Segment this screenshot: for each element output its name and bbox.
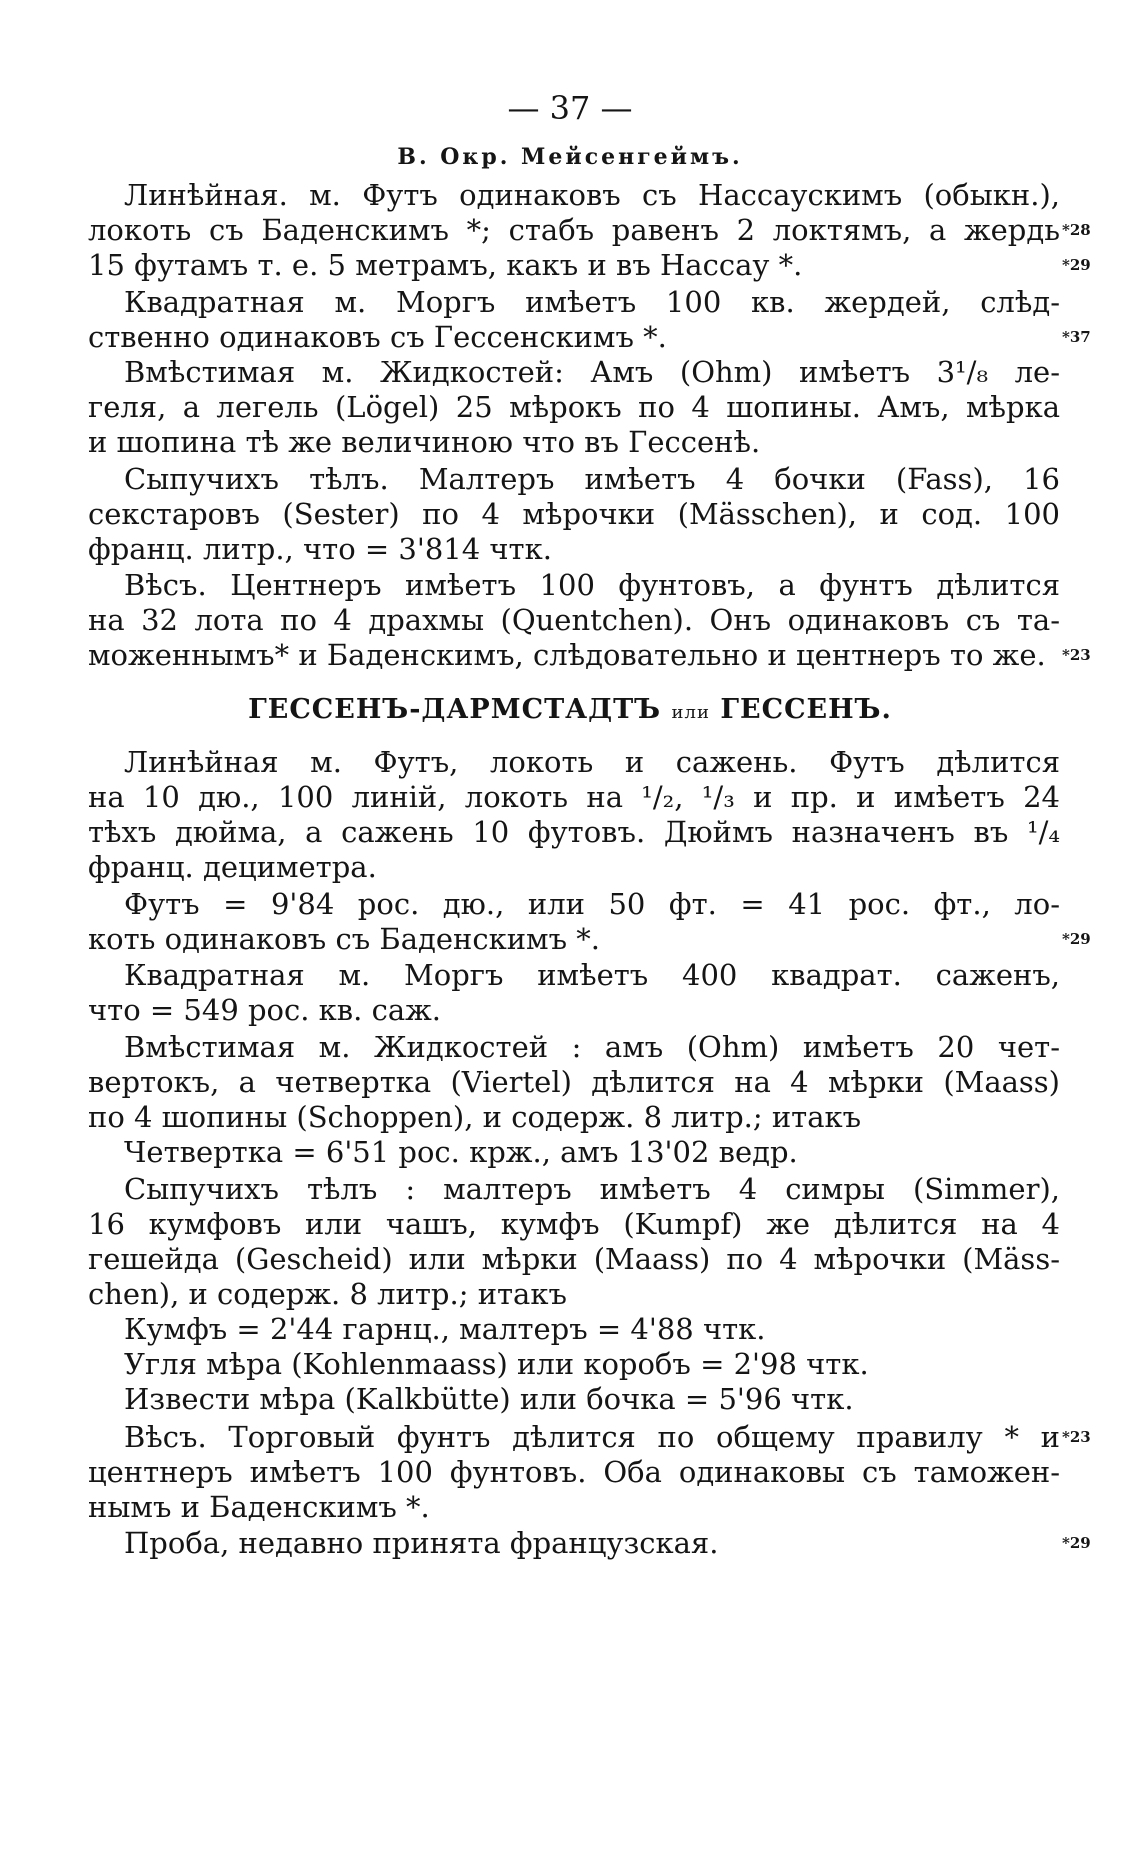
text-line: нымъ и Баденскимъ *. xyxy=(88,1490,430,1524)
text-line: франц. дециметра. xyxy=(88,850,377,884)
text-line: по 4 шопины (Schoppen), и содерж. 8 литр.; итакъ xyxy=(88,1100,862,1134)
section-title-alt: ГЕССЕНЪ. xyxy=(720,694,892,725)
text-line: франц. литр., что = 3'814 чтк. xyxy=(88,532,552,566)
margin-note: *37 xyxy=(1062,328,1091,346)
text-line: вертокъ, а четвертка (Viertel) дѣлится на 4 мѣрки (Maass) xyxy=(88,1065,1060,1099)
text-line: Квадратная м. Моргъ имѣетъ 400 квадрат. саженъ, xyxy=(124,958,1060,992)
text-line: chen), и содерж. 8 литр.; итакъ xyxy=(88,1277,567,1311)
text-line: 15 футамъ т. е. 5 метрамъ, какъ и въ Нассау *. xyxy=(88,248,803,282)
text-line: Извести мѣра (Kalkbütte) или бочка = 5'96 чтк. xyxy=(124,1382,854,1416)
text-line: Линѣйная. м. Футъ одинаковъ съ Нассаускимъ (обыкн.), xyxy=(124,178,1060,212)
text-line: геля, а легель (Lögel) 25 мѣрокъ по 4 шопины. Амъ, мѣрка xyxy=(88,390,1060,424)
text-line: моженнымъ* и Баденскимъ, слѣдовательно и центнеръ то же. xyxy=(88,638,1046,672)
text-line: гешейда (Gescheid) или мѣрки (Maass) по 4 мѣрочки (Mäss- xyxy=(88,1242,1060,1276)
text-line: Вмѣстимая м. Жидкостей : амъ (Ohm) имѣетъ 20 чет- xyxy=(124,1030,1060,1064)
text-line: ственно одинаковъ съ Гессенскимъ *. xyxy=(88,320,667,354)
margin-note: *29 xyxy=(1062,1534,1091,1552)
text-line: Вѣсъ. Центнеръ имѣетъ 100 фунтовъ, а фунтъ дѣлится xyxy=(124,568,1060,602)
section-title xyxy=(0,693,1140,730)
text-line: Квадратная м. Моргъ имѣетъ 100 кв. жердей, слѣд- xyxy=(124,285,1060,319)
text-line: локоть съ Баденскимъ *; стабъ равенъ 2 локтямъ, а жердь xyxy=(88,213,1060,247)
text-line: Кумфъ = 2'44 гарнц., малтеръ = 4'88 чтк. xyxy=(124,1312,766,1346)
text-line: и шопина тѣ же величиною что въ Гессенѣ. xyxy=(88,425,761,459)
text-line: на 10 дю., 100 линій, локоть на ¹/₂, ¹/₃ и пр. и имѣетъ 24 xyxy=(88,780,1060,814)
page-number: — 37 — xyxy=(507,89,633,127)
text-line: тѣхъ дюйма, а сажень 10 футовъ. Дюймъ назначенъ въ ¹/₄ xyxy=(88,815,1060,849)
section-title-or: или xyxy=(671,702,710,723)
text-line: Сыпучихъ тѣлъ : малтеръ имѣетъ 4 симры (Simmer), xyxy=(124,1172,1060,1206)
text-line: Угля мѣра (Kohlenmaass) или коробъ = 2'98 чтк. xyxy=(124,1347,869,1381)
section-title-main: ГЕССЕНЪ-ДАРМСТАДТЪ xyxy=(248,694,662,725)
district-title: B. Окр. Мейсенгеймъ. xyxy=(397,144,743,170)
text-line: Проба, недавно принята французская. xyxy=(124,1526,719,1560)
text-line: что = 549 рос. кв. саж. xyxy=(88,993,441,1027)
text-line: Сыпучихъ тѣлъ. Малтеръ имѣетъ 4 бочки (Fass), 16 xyxy=(124,462,1060,496)
margin-note: *23 xyxy=(1062,646,1091,664)
text-line: на 32 лота по 4 драхмы (Quentchen). Онъ одинаковъ съ та- xyxy=(88,603,1060,637)
text-line: Вмѣстимая м. Жидкостей: Амъ (Ohm) имѣетъ 3¹/₈ ле- xyxy=(124,355,1060,389)
text-line: Футъ = 9'84 рос. дю., или 50 фт. = 41 рос. фт., ло- xyxy=(124,887,1060,921)
text-line: центнеръ имѣетъ 100 фунтовъ. Оба одинаковы съ таможен- xyxy=(88,1455,1060,1489)
margin-note: *29 xyxy=(1062,930,1091,948)
margin-note: *28 xyxy=(1062,221,1091,239)
margin-note: *29 xyxy=(1062,256,1091,274)
text-line: Четвертка = 6'51 рос. крж., амъ 13'02 ведр. xyxy=(124,1135,798,1169)
margin-note: *23 xyxy=(1062,1428,1091,1446)
text-line: коть одинаковъ съ Баденскимъ *. xyxy=(88,922,600,956)
text-line: Вѣсъ. Торговый фунтъ дѣлится по общему правилу * и xyxy=(124,1420,1060,1454)
text-line: Линѣйная м. Футъ, локоть и сажень. Футъ дѣлится xyxy=(124,745,1060,779)
text-line: секстаровъ (Sester) по 4 мѣрочки (Mässchen), и сод. 100 xyxy=(88,497,1060,531)
text-line: 16 кумфовъ или чашъ, кумфъ (Kumpf) же дѣлится на 4 xyxy=(88,1207,1060,1241)
